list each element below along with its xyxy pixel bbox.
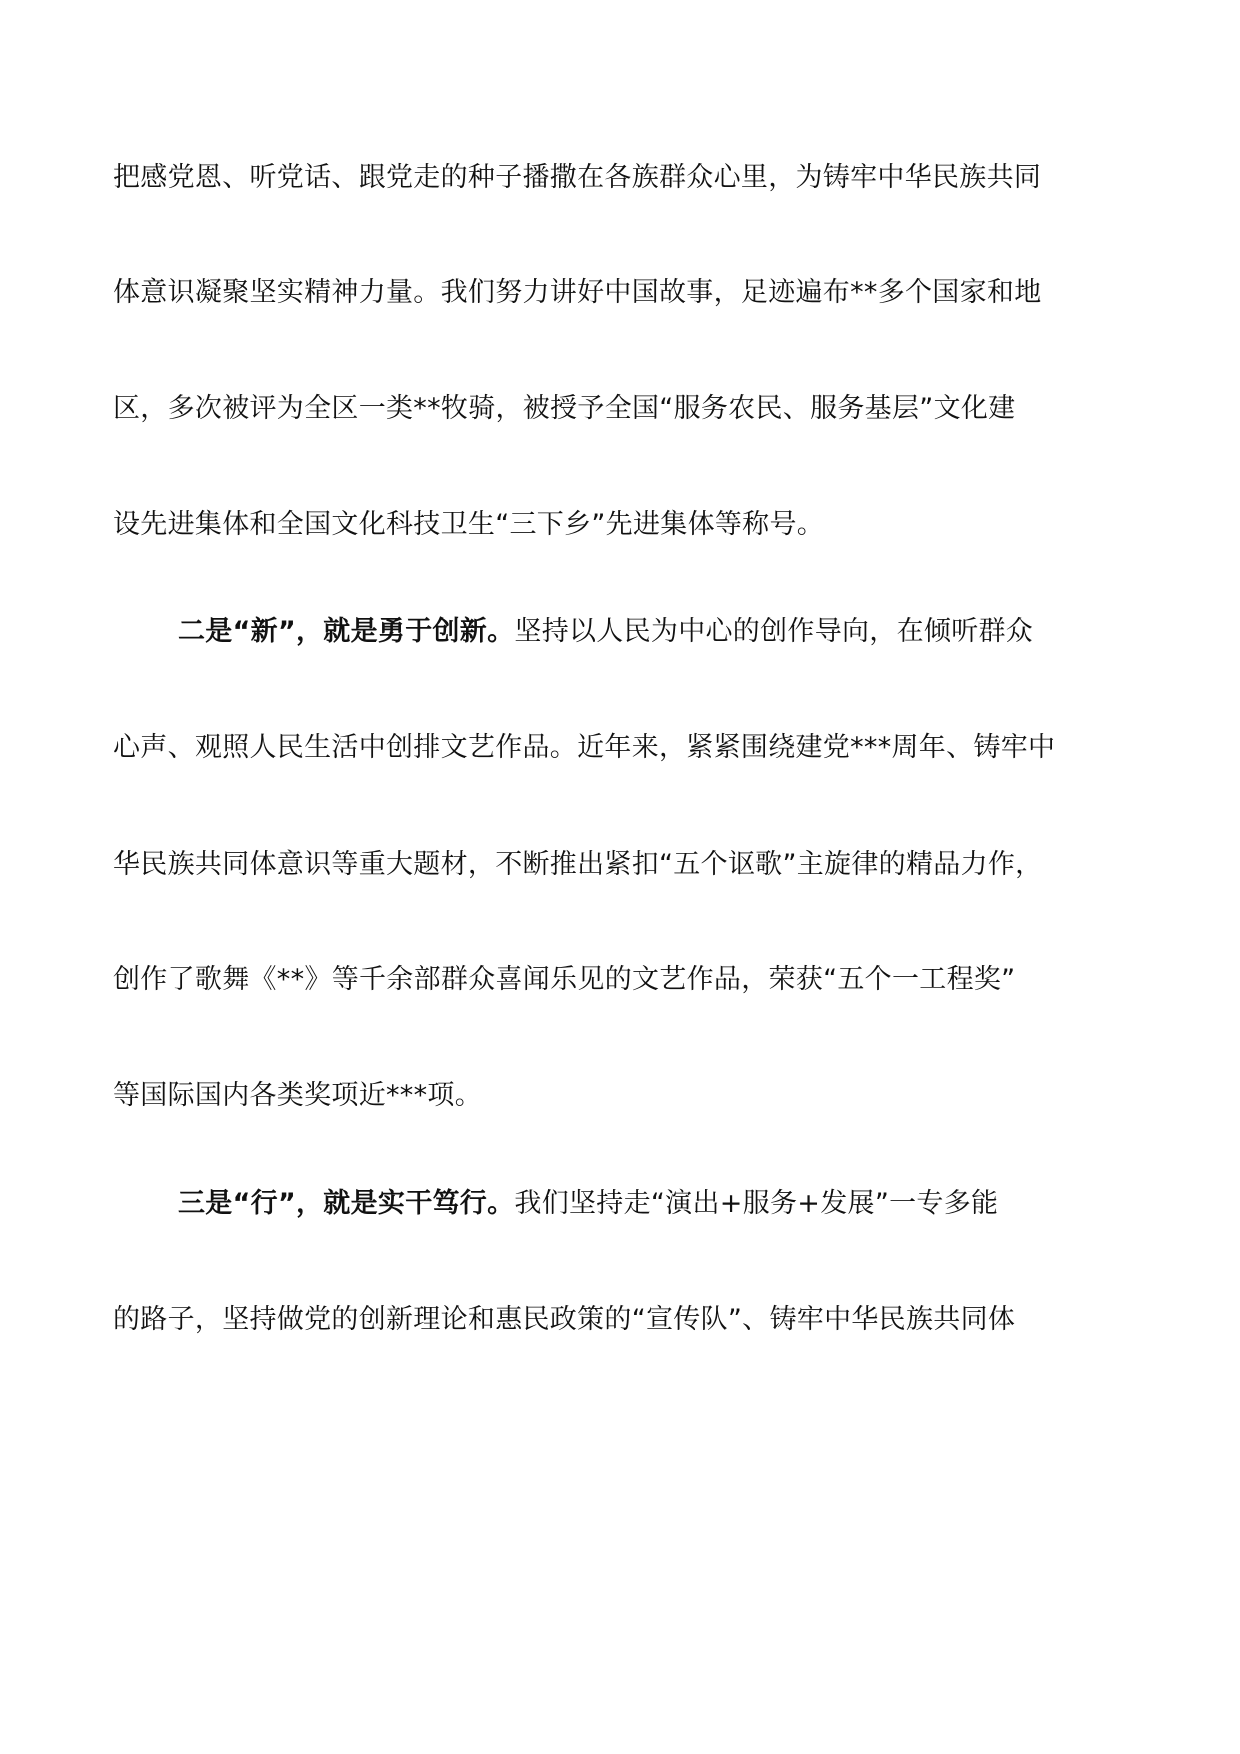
paragraph-1-line-3: 区，多次被评为全区一类**牧骑，被授予全国“服务农民、服务基层”文化建 bbox=[113, 393, 1016, 424]
paragraph-1-line-1: 把感党恩、听党话、跟党走的种子播撒在各族群众心里，为铸牢中华民族共同 bbox=[113, 162, 1042, 193]
paragraph-2-line-5: 等国际国内各类奖项近***项。 bbox=[113, 1080, 482, 1111]
paragraph-3-line-2: 的路子，坚持做党的创新理论和惠民政策的“宣传队”、铸牢中华民族共同体 bbox=[113, 1304, 1016, 1335]
paragraph-3-first-line-rest: 我们坚持走“演出+服务+发展”一专多能 bbox=[514, 1188, 999, 1219]
paragraph-2-line-2: 心声、观照人民生活中创排文艺作品。近年来，紧紧围绕建党***周年、铸牢中 bbox=[113, 732, 1056, 763]
paragraph-2-line-4: 创作了歌舞《**》等千余部群众喜闻乐见的文艺作品，荣获“五个一工程奖” bbox=[113, 964, 1016, 995]
paragraph-2-line-1 bbox=[178, 612, 1033, 652]
paragraph-1-line-2: 体意识凝聚坚实精神力量。我们努力讲好中国故事，足迹遍布**多个国家和地 bbox=[113, 277, 1042, 308]
paragraph-3-lead: 三是“行”，就是实干笃行。 bbox=[178, 1188, 515, 1219]
paragraph-1-line-4: 设先进集体和全国文化科技卫生“三下乡”先进集体等称号。 bbox=[113, 509, 825, 540]
paragraph-2-lead: 二是“新”，就是勇于创新。 bbox=[178, 616, 515, 647]
paragraph-2-line-3: 华民族共同体意识等重大题材，不断推出紧扣“五个讴歌”主旋律的精品力作， bbox=[113, 849, 1043, 880]
paragraph-2-first-line-rest: 坚持以人民为中心的创作导向，在倾听群众 bbox=[514, 616, 1034, 647]
paragraph-3-line-1 bbox=[178, 1184, 998, 1224]
